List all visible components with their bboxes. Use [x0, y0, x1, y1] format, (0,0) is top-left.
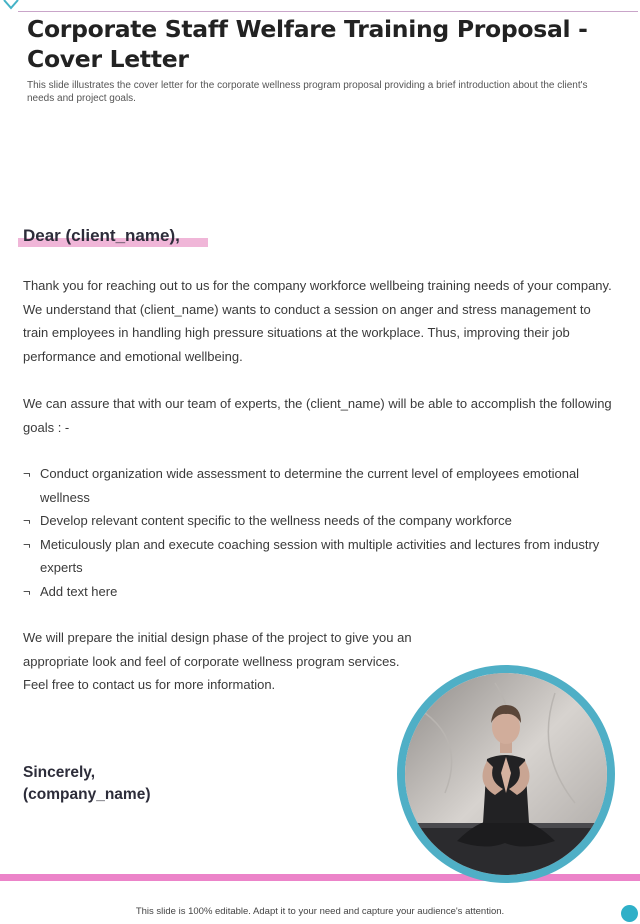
meditating-woman-image	[405, 673, 607, 875]
footer-note: This slide is 100% editable. Adapt it to your need and capture your audience's attention.	[135, 906, 505, 917]
goal-text: Develop relevant content specific to the wellness needs of the company workforce	[40, 513, 512, 528]
list-item	[23, 509, 618, 533]
goal-text: Conduct organization wide assessment to determine the current level of employees emotional wellness	[40, 466, 580, 505]
bullet-icon: ¬	[23, 536, 31, 552]
list-item	[23, 462, 618, 509]
assurance-paragraph: We can assure that with our team of experts, the (client_name) will be able to accomplish the following goals : -	[23, 396, 612, 435]
corner-dot-icon	[621, 905, 638, 922]
page-subtitle: This slide illustrates the cover letter for the corporate wellness program proposal providing a brief introduction about the client's needs and project goals.	[27, 80, 588, 104]
leaf-logo-icon	[2, 0, 20, 14]
goals-list	[23, 462, 618, 603]
list-item	[23, 533, 618, 580]
meditation-photo	[397, 665, 615, 883]
list-item	[23, 580, 618, 604]
goal-text: Meticulously plan and execute coaching session with multiple activities and lectures from industry experts	[40, 536, 600, 575]
closing-paragraph: We will prepare the initial design phase of the project to give you an appropriate look and feel of corporate wellness program services. Feel free to contact us for more information.	[23, 630, 412, 692]
goal-text: Add text here	[40, 583, 118, 599]
bullet-icon: ¬	[23, 513, 31, 528]
bullet-icon: ¬	[23, 583, 31, 599]
salutation: Dear (client_name),	[23, 226, 180, 245]
salutation-block	[18, 224, 180, 252]
signature-block	[23, 762, 150, 806]
company-name: (company_name)	[23, 786, 151, 803]
intro-paragraph: Thank you for reaching out to us for the company workforce wellbeing training needs of your company. We understand that (client_name) wants to conduct a session on anger and stress management to train employees in handling high pressure situations at the workplace. Thus, improving their job performance and emotional wellbeing.	[23, 278, 612, 364]
page-title: Corporate Staff Welfare Training Proposal - Cover Letter	[27, 15, 588, 73]
closing-word: Sincerely,	[23, 764, 96, 781]
bullet-icon: ¬	[23, 466, 31, 481]
top-divider-line	[18, 11, 638, 12]
